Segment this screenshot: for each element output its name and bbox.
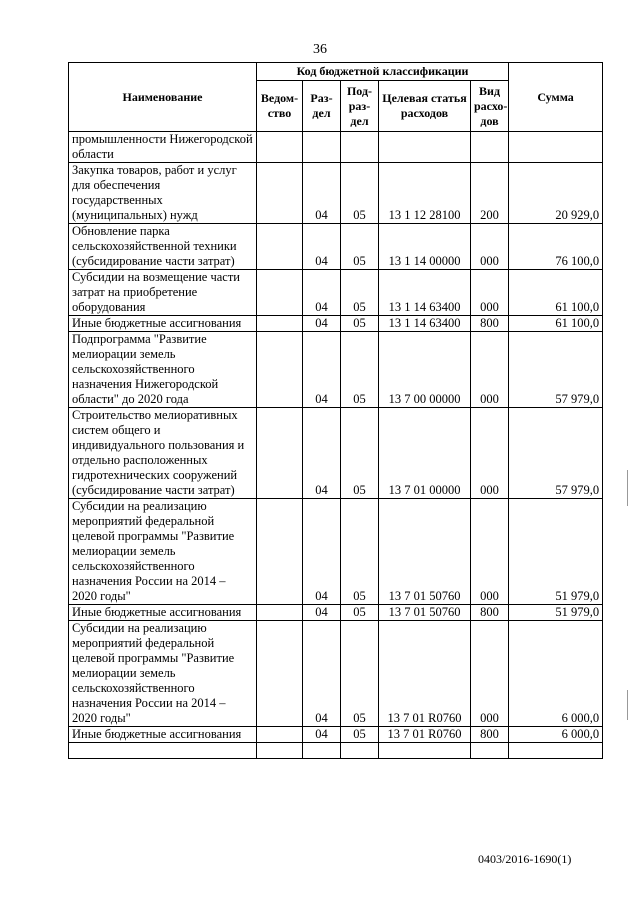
cell-subsection: 05 [341, 499, 379, 605]
cell-section: 04 [303, 163, 341, 224]
cell-section: 04 [303, 605, 341, 621]
cell-department [257, 163, 303, 224]
cell-department [257, 727, 303, 743]
header-subsection: Под-раз-дел [341, 81, 379, 132]
cell-subsection: 05 [341, 163, 379, 224]
header-expense-type: Вид расхо-дов [471, 81, 509, 132]
cell-section [303, 743, 341, 759]
table-row [69, 332, 603, 408]
table-row [69, 163, 603, 224]
cell-name: Иные бюджетные ассигнования [69, 605, 257, 621]
cell-subsection: 05 [341, 408, 379, 499]
table-row [69, 605, 603, 621]
header-sum: Сумма [509, 63, 603, 132]
cell-section: 04 [303, 408, 341, 499]
cell-department [257, 316, 303, 332]
cell-target-item [379, 743, 471, 759]
cell-subsection: 05 [341, 316, 379, 332]
cell-target-item: 13 1 14 63400 [379, 270, 471, 316]
table-body [69, 132, 603, 759]
cell-target-item [379, 132, 471, 163]
table-row [69, 270, 603, 316]
cell-expense-type: 000 [471, 621, 509, 727]
cell-name: Подпрограмма "Развитие мелиорации земель сельскохозяйственного назначения Нижегородской области" до 2020 года [69, 332, 257, 408]
cell-sum: 61 100,0 [509, 316, 603, 332]
cell-target-item: 13 7 01 00000 [379, 408, 471, 499]
cell-sum: 61 100,0 [509, 270, 603, 316]
cell-sum: 6 000,0 [509, 621, 603, 727]
table-row [69, 224, 603, 270]
cell-subsection: 05 [341, 605, 379, 621]
header-name: Наименование [69, 63, 257, 132]
cell-expense-type: 000 [471, 270, 509, 316]
cell-name: Субсидии на реализацию мероприятий федеральной целевой программы "Развитие мелиорации земель сельскохозяйственного назначения России на 2014 – 2020 годы" [69, 499, 257, 605]
cell-department [257, 224, 303, 270]
budget-table [68, 62, 603, 759]
header-row-top [69, 63, 603, 81]
cell-sum: 51 979,0 [509, 499, 603, 605]
cell-section: 04 [303, 332, 341, 408]
cell-sum: 20 929,0 [509, 163, 603, 224]
header-section: Раз-дел [303, 81, 341, 132]
cell-sum: 6 000,0 [509, 727, 603, 743]
cell-expense-type: 800 [471, 316, 509, 332]
table-row [69, 316, 603, 332]
cell-section: 04 [303, 499, 341, 605]
cell-name: Закупка товаров, работ и услуг для обеспечения государственных (муниципальных) нужд [69, 163, 257, 224]
cell-subsection: 05 [341, 621, 379, 727]
cell-section: 04 [303, 621, 341, 727]
cell-subsection: 05 [341, 332, 379, 408]
table-row [69, 727, 603, 743]
cell-name: Иные бюджетные ассигнования [69, 727, 257, 743]
cell-expense-type: 000 [471, 408, 509, 499]
cell-name: Субсидии на возмещение части затрат на приобретение оборудования [69, 270, 257, 316]
cell-subsection: 05 [341, 224, 379, 270]
cell-section: 04 [303, 727, 341, 743]
page-number: 36 [313, 42, 327, 57]
cell-expense-type: 200 [471, 163, 509, 224]
cell-department [257, 132, 303, 163]
table-row [69, 743, 603, 759]
cell-expense-type: 000 [471, 332, 509, 408]
cell-name [69, 743, 257, 759]
cell-department [257, 408, 303, 499]
cell-target-item: 13 1 12 28100 [379, 163, 471, 224]
cell-sum: 76 100,0 [509, 224, 603, 270]
cell-expense-type [471, 743, 509, 759]
cell-target-item: 13 7 01 50760 [379, 499, 471, 605]
cell-section: 04 [303, 270, 341, 316]
table-row [69, 132, 603, 163]
cell-section: 04 [303, 316, 341, 332]
cell-target-item: 13 1 14 00000 [379, 224, 471, 270]
cell-section [303, 132, 341, 163]
cell-expense-type: 000 [471, 499, 509, 605]
cell-department [257, 332, 303, 408]
cell-expense-type: 000 [471, 224, 509, 270]
cell-section: 04 [303, 224, 341, 270]
table-row [69, 408, 603, 499]
cell-subsection [341, 132, 379, 163]
cell-target-item: 13 7 01 R0760 [379, 727, 471, 743]
cell-department [257, 499, 303, 605]
cell-target-item: 13 7 01 50760 [379, 605, 471, 621]
cell-subsection: 05 [341, 727, 379, 743]
cell-target-item: 13 7 01 R0760 [379, 621, 471, 727]
cell-subsection: 05 [341, 270, 379, 316]
header-classification-group: Код бюджетной классификации [257, 63, 509, 81]
scan-edge-mark [627, 690, 628, 720]
table-row [69, 621, 603, 727]
cell-name: Иные бюджетные ассигнования [69, 316, 257, 332]
cell-sum [509, 132, 603, 163]
cell-sum: 57 979,0 [509, 408, 603, 499]
cell-sum: 51 979,0 [509, 605, 603, 621]
cell-sum [509, 743, 603, 759]
document-code: 0403/2016-1690(1) [478, 852, 572, 866]
table-row [69, 499, 603, 605]
cell-subsection [341, 743, 379, 759]
cell-sum: 57 979,0 [509, 332, 603, 408]
cell-expense-type [471, 132, 509, 163]
scan-edge-mark [627, 470, 628, 506]
cell-department [257, 605, 303, 621]
cell-department [257, 743, 303, 759]
header-target-item: Целевая статья расходов [379, 81, 471, 132]
cell-name: промышленности Нижегородской области [69, 132, 257, 163]
cell-name: Субсидии на реализацию мероприятий федеральной целевой программы "Развитие мелиорации земель сельскохозяйственного назначения России на 2014 – 2020 годы" [69, 621, 257, 727]
cell-target-item: 13 7 00 00000 [379, 332, 471, 408]
cell-expense-type: 800 [471, 727, 509, 743]
cell-target-item: 13 1 14 63400 [379, 316, 471, 332]
cell-department [257, 270, 303, 316]
cell-name: Строительство мелиоративных систем общего и индивидуального пользования и отдельно расположенных гидротехнических сооружений (субсидирование части затрат) [69, 408, 257, 499]
cell-expense-type: 800 [471, 605, 509, 621]
cell-name: Обновление парка сельскохозяйственной техники (субсидирование части затрат) [69, 224, 257, 270]
header-department: Ведом-ство [257, 81, 303, 132]
cell-department [257, 621, 303, 727]
